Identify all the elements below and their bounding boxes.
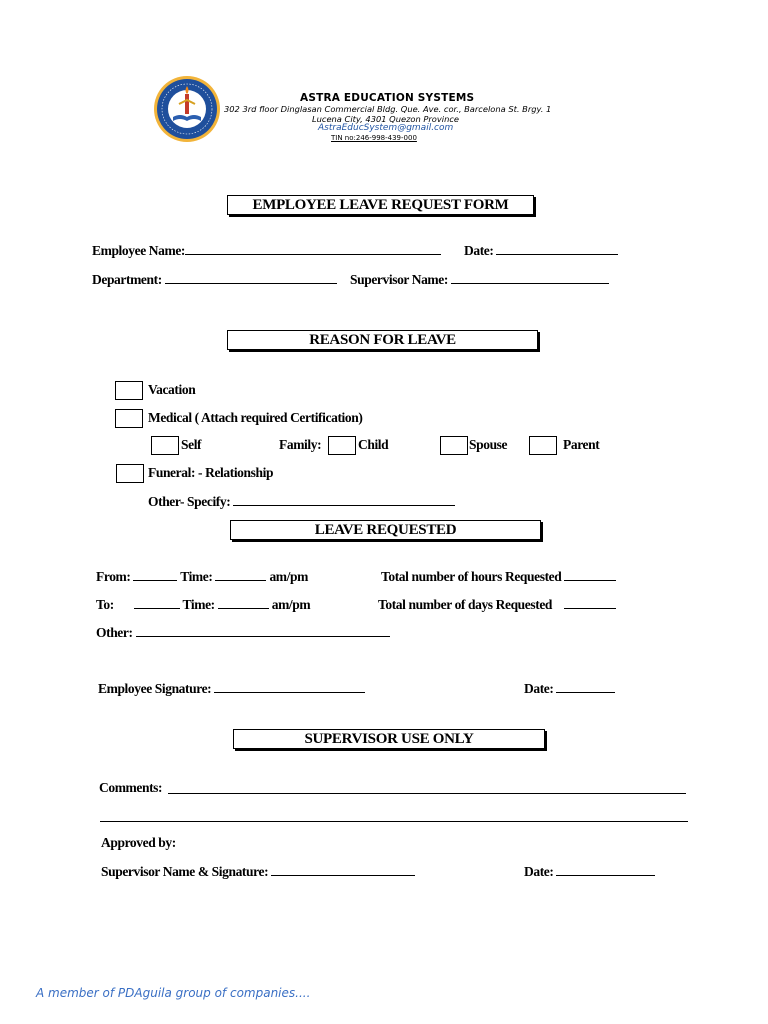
company-address-line-2: Lucena City, 4301 Quezon Province (312, 114, 460, 124)
comments-label: Comments: (99, 780, 163, 795)
supervisor-date-label: Date: (524, 864, 554, 879)
leave-requested-title: LEAVE REQUESTED (230, 520, 541, 540)
signature-date-label: Date: (524, 681, 554, 696)
company-address-line-1: 302 3rd floor Dinglasan Commercial Bldg. Que. Ave. cor., Barcelona St. Brgy. 1 (224, 104, 552, 114)
from-time-label: Time: (180, 569, 213, 584)
department-label: Department: (92, 272, 162, 287)
total-days-label: Total number of days Requested (378, 597, 553, 612)
parent-label: Parent (563, 437, 600, 452)
footer-text: A member of PDAguila group of companies.... (36, 986, 311, 1000)
medical-label: Medical ( Attach required Certification) (148, 410, 363, 425)
parent-checkbox[interactable] (529, 436, 557, 455)
supervisor-name-label: Supervisor Name: (350, 272, 448, 287)
from-label: From: (96, 569, 131, 584)
supervisor-signature-row (101, 863, 415, 880)
leave-other-field[interactable] (136, 624, 390, 637)
date-label: Date: (464, 243, 494, 258)
department-row (92, 271, 337, 288)
self-label: Self (181, 437, 202, 452)
total-days-field[interactable] (564, 596, 616, 609)
employee-signature-label: Employee Signature: (98, 681, 212, 696)
from-row (96, 568, 308, 585)
company-logo (153, 74, 221, 144)
approved-by-label: Approved by: (101, 835, 176, 850)
supervisor-signature-field[interactable] (271, 863, 415, 876)
signature-date-field[interactable] (556, 680, 615, 693)
from-time-field[interactable] (215, 568, 266, 581)
other-specify-field[interactable] (233, 493, 455, 506)
date-field[interactable] (496, 242, 618, 255)
comments-line-1[interactable] (168, 793, 686, 794)
vacation-checkbox[interactable] (115, 381, 143, 400)
supervisor-name-field[interactable] (451, 271, 609, 284)
supervisor-date-field[interactable] (556, 863, 655, 876)
total-hours-field[interactable] (564, 568, 616, 581)
leave-other-row (96, 624, 390, 641)
spouse-checkbox[interactable] (440, 436, 468, 455)
supervisor-use-only-title: SUPERVISOR USE ONLY (233, 729, 545, 749)
other-specify-label: Other- Specify: (148, 494, 231, 509)
to-time-field[interactable] (218, 596, 269, 609)
employee-name-field[interactable] (185, 242, 441, 255)
funeral-label: Funeral: - Relationship (148, 465, 274, 480)
to-row (96, 596, 310, 613)
date-row (464, 242, 618, 259)
from-ampm-label: am/pm (269, 569, 308, 584)
employee-signature-row (98, 680, 365, 697)
from-date-field[interactable] (133, 568, 177, 581)
to-date-field[interactable] (134, 596, 180, 609)
to-ampm-label: am/pm (271, 597, 311, 612)
reason-title: REASON FOR LEAVE (227, 330, 538, 350)
total-hours-row (381, 568, 616, 585)
funeral-checkbox[interactable] (116, 464, 144, 483)
leave-other-label: Other: (96, 625, 133, 640)
total-days-row (378, 596, 616, 613)
supervisor-signature-label: Supervisor Name & Signature: (101, 864, 269, 879)
employee-name-row (92, 242, 441, 259)
form-title: EMPLOYEE LEAVE REQUEST FORM (227, 195, 534, 215)
medical-checkbox[interactable] (115, 409, 143, 428)
supervisor-date-row (524, 863, 655, 880)
company-name: ASTRA EDUCATION SYSTEMS (300, 92, 475, 104)
spouse-label: Spouse (469, 437, 508, 452)
signature-date-row (524, 680, 615, 697)
child-checkbox[interactable] (328, 436, 356, 455)
other-specify-row (148, 493, 455, 510)
department-field[interactable] (165, 271, 337, 284)
vacation-label: Vacation (148, 382, 196, 397)
employee-signature-field[interactable] (214, 680, 365, 693)
employee-name-label: Employee Name: (92, 243, 186, 258)
family-label: Family: (279, 437, 322, 452)
company-email[interactable]: AstraEducSystem@gmail.com (318, 123, 454, 133)
child-label: Child (358, 437, 389, 452)
total-hours-label: Total number of hours Requested (381, 569, 562, 584)
self-checkbox[interactable] (151, 436, 179, 455)
to-time-label: Time: (182, 597, 215, 612)
supervisor-name-row (350, 271, 609, 288)
to-label: To: (96, 597, 114, 612)
company-tin: TIN no:246-998-439-000 (331, 134, 417, 142)
comments-line-2[interactable] (100, 821, 688, 822)
